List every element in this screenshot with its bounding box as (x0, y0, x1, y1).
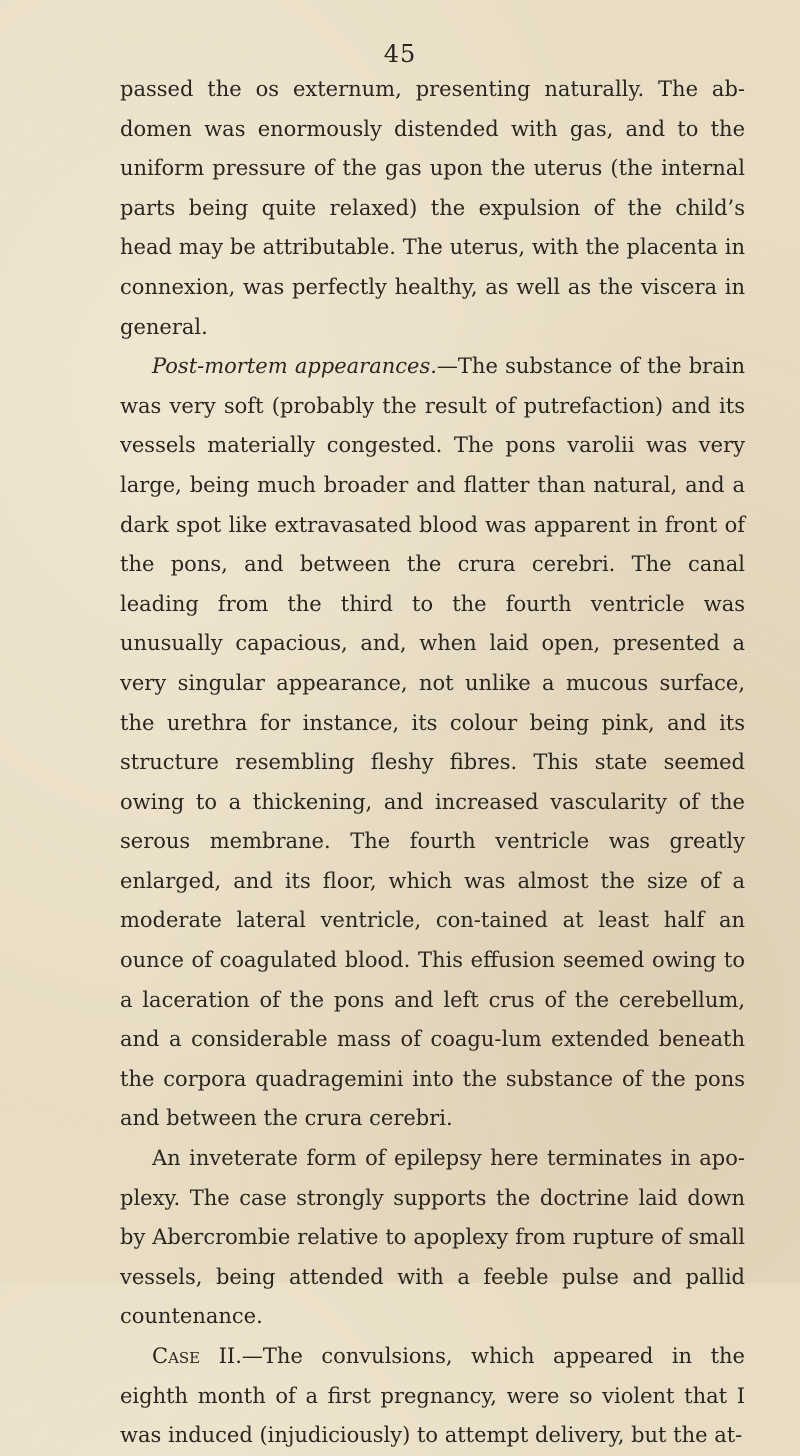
paragraph-lead: Post-mortem appearances. (152, 354, 437, 379)
paragraph-text: —The convulsions, which appeared in the eighth month of a first pregnancy, were so violent that I was induced (injudiciously) to attempt delivery, but the at- (120, 1344, 745, 1448)
body-text (120, 70, 745, 1456)
paragraph-text: passed the os externum, presenting naturally. The ab-domen was enormously distended with gas, and to the uniform pressure of the gas upon the uterus (the internal parts being quite relaxed) the expulsion of the child’s head may be attributable. The uterus, with the placenta in connexion, was perfectly healthy, as well as the viscera in general. (120, 77, 745, 339)
paragraph-lead: Case II. (152, 1344, 242, 1368)
paragraph-commentary (120, 1139, 745, 1337)
paragraph-case-two (120, 1337, 745, 1456)
paragraph-text: —The substance of the brain was very soft (probably the result of putrefaction) and its vessels materially congested. The pons varolii was very large, being much broader and flatter than natural, and a dark spot like extravasated blood was apparent in front of the pons, and between the crura cerebri. The canal leading from the third to the fourth ventricle was unusually capacious, and, when laid open, presented a very singular appearance, not unlike a mucous surface, the urethra for instance, its colour being pink, and its structure resembling fleshy fibres. This state seemed owing to a thickening, and increased vascularity of the serous membrane. The fourth ventricle was greatly enlarged, and its floor, which was almost the size of a moderate lateral ventricle, con-tained at least half an ounce of coagulated blood. This effusion seemed owing to a laceration of the pons and left crus of the cerebellum, and a considerable mass of coagu-lum extended beneath the corpora quadragemini into the substance of the pons and between the crura cerebri. (120, 354, 745, 1131)
paragraph-text: An inveterate form of epilepsy here terminates in apo-plexy. The case strongly supports the doctrine laid down by Abercrombie relative to apoplexy from rupture of small vessels, being attended with a feeble pulse and pallid countenance. (120, 1146, 745, 1329)
paragraph-post-mortem (120, 347, 745, 1139)
page-number: 45 (383, 40, 417, 68)
paragraph-continuation (120, 70, 745, 347)
